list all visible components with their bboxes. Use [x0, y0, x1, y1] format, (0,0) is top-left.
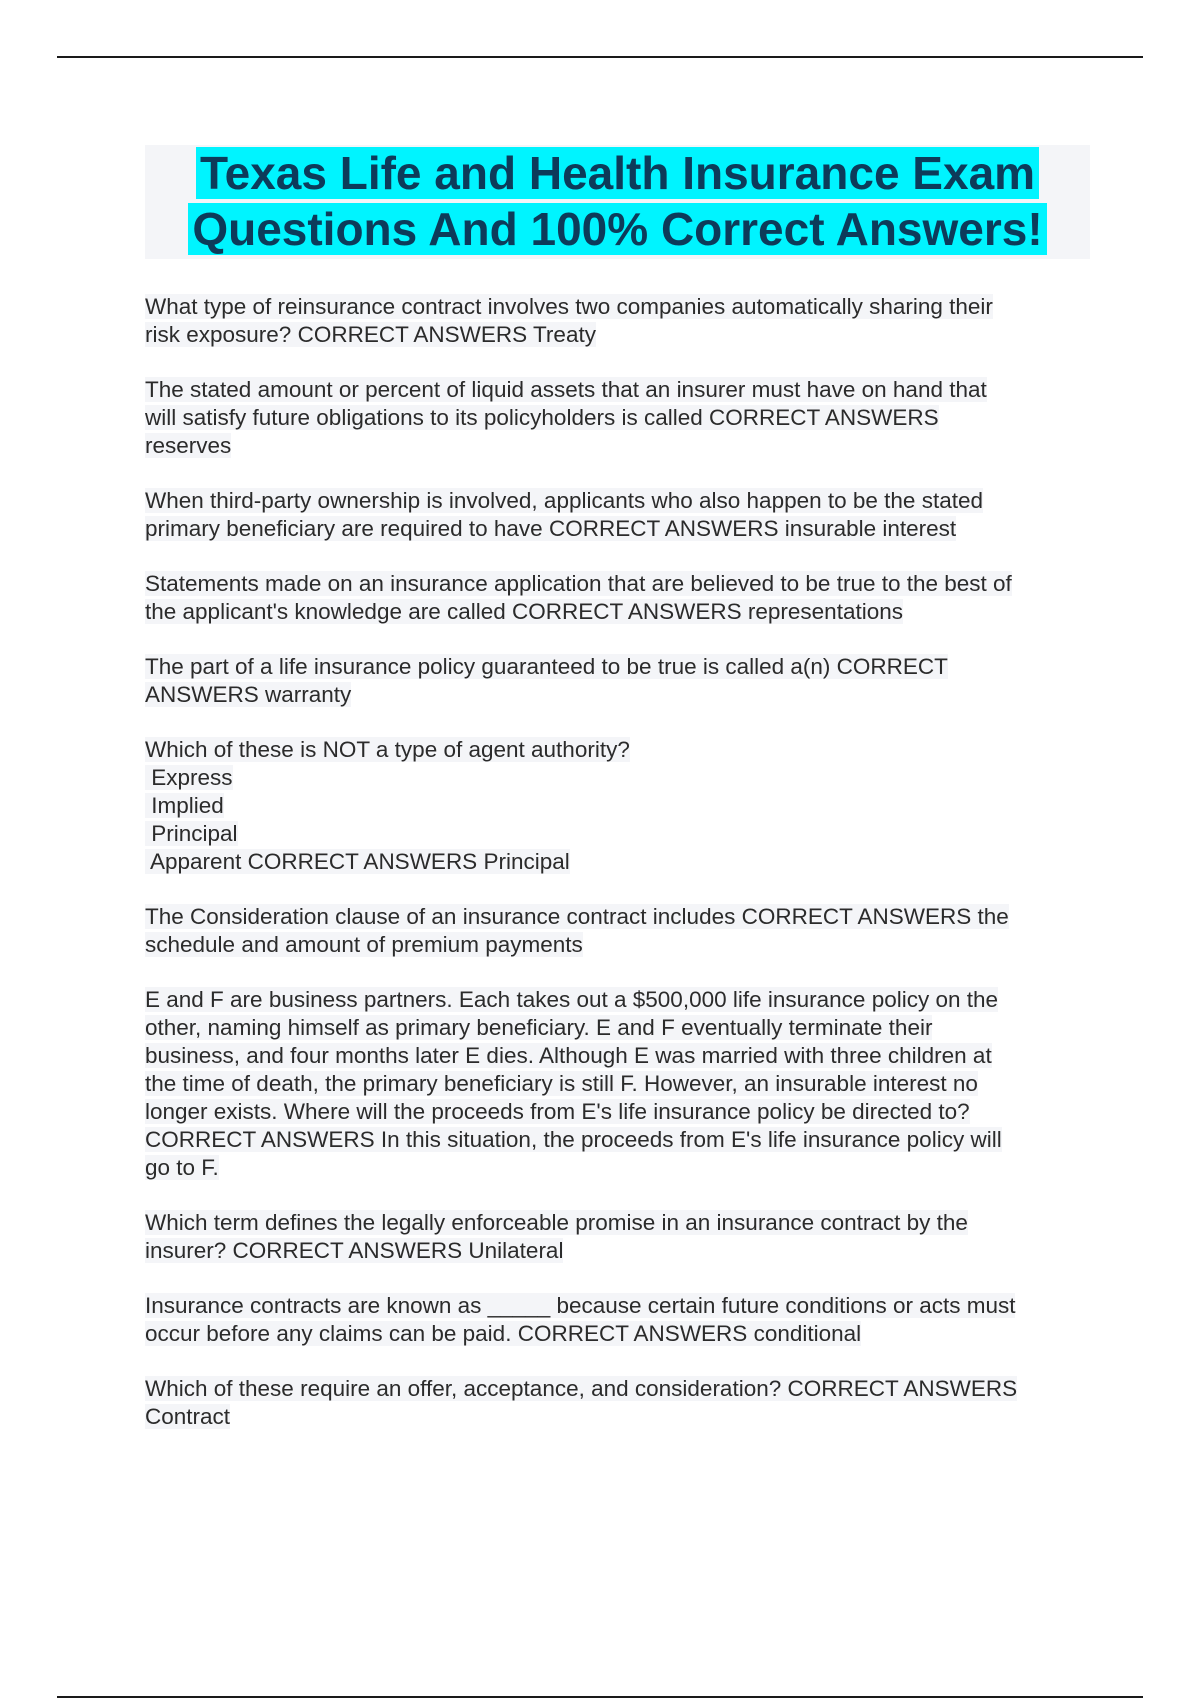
qa-line-text: Which of these require an offer, acceptance, and consideration? CORRECT ANSWERS [145, 1376, 1018, 1401]
qa-line-text: The part of a life insurance policy guaranteed to be true is called a(n) CORRECT [145, 654, 948, 679]
title-line-1: Texas Life and Health Insurance Exam [199, 147, 1036, 199]
qa-line-text: Insurance contracts are known as _____ because certain future conditions or acts must [145, 1293, 1016, 1318]
qa-item [145, 487, 1090, 543]
qa-line-text: schedule and amount of premium payments [145, 932, 583, 957]
qa-item [145, 570, 1090, 626]
qa-line-text: will satisfy future obligations to its policyholders is called CORRECT ANSWERS [145, 405, 939, 430]
qa-item [145, 1209, 1090, 1265]
qa-line [145, 1042, 1090, 1070]
qa-line-text: insurer? CORRECT ANSWERS Unilateral [145, 1238, 564, 1263]
qa-line [145, 736, 1090, 764]
document-body [145, 145, 1090, 1458]
qa-line-text: Implied [145, 793, 224, 818]
qa-line [145, 903, 1090, 931]
qa-item [145, 1375, 1090, 1431]
qa-line [145, 1375, 1090, 1403]
qa-line-text: occur before any claims can be paid. CORRECT ANSWERS conditional [145, 1321, 862, 1346]
qa-line-text: E and F are business partners. Each takes out a $500,000 life insurance policy on the [145, 987, 999, 1012]
qa-line [145, 1320, 1090, 1348]
qa-item [145, 1292, 1090, 1348]
qa-line-text: Which of these is NOT a type of agent authority? [145, 737, 630, 762]
qa-line [145, 515, 1090, 543]
qa-line-text: risk exposure? CORRECT ANSWERS Treaty [145, 322, 596, 347]
qa-line [145, 1014, 1090, 1042]
qa-line [145, 1237, 1090, 1265]
qa-line-text: other, naming himself as primary beneficiary. E and F eventually terminate their [145, 1015, 933, 1040]
qa-line-text: primary beneficiary are required to have CORRECT ANSWERS insurable interest [145, 516, 957, 541]
qa-line [145, 321, 1090, 349]
qa-line [145, 487, 1090, 515]
qa-line [145, 1098, 1090, 1126]
qa-list [145, 293, 1090, 1431]
title-line-2: Questions And 100% Correct Answers! [192, 203, 1043, 255]
qa-line [145, 792, 1090, 820]
qa-line [145, 570, 1090, 598]
qa-line-text: The Consideration clause of an insurance contract includes CORRECT ANSWERS the [145, 904, 1009, 929]
qa-line [145, 986, 1090, 1014]
qa-line [145, 1154, 1090, 1182]
qa-line-text: Contract [145, 1404, 231, 1429]
qa-line-text: Express [145, 765, 233, 790]
qa-line-text: The stated amount or percent of liquid assets that an insurer must have on hand that [145, 377, 987, 402]
qa-line [145, 764, 1090, 792]
qa-line-text: Apparent CORRECT ANSWERS Principal [145, 849, 570, 874]
qa-item [145, 736, 1090, 876]
qa-line-text: the time of death, the primary beneficiary is still F. However, an insurable interest no [145, 1071, 978, 1096]
qa-line-text: go to F. [145, 1155, 219, 1180]
qa-item [145, 903, 1090, 959]
qa-line [145, 293, 1090, 321]
qa-item [145, 653, 1090, 709]
qa-line [145, 1070, 1090, 1098]
qa-line [145, 1209, 1090, 1237]
qa-line-text: What type of reinsurance contract involves two companies automatically sharing their [145, 294, 993, 319]
qa-line-text: business, and four months later E dies. Although E was married with three children at [145, 1043, 992, 1068]
qa-line-text: ANSWERS warranty [145, 682, 352, 707]
qa-line [145, 931, 1090, 959]
qa-item [145, 376, 1090, 460]
qa-line [145, 376, 1090, 404]
qa-line [145, 1403, 1090, 1431]
qa-line-text: Principal [145, 821, 238, 846]
qa-item [145, 293, 1090, 349]
qa-line [145, 653, 1090, 681]
qa-line-text: Which term defines the legally enforceable promise in an insurance contract by the [145, 1210, 968, 1235]
qa-line [145, 848, 1090, 876]
qa-item [145, 986, 1090, 1182]
qa-line [145, 598, 1090, 626]
qa-line-text: longer exists. Where will the proceeds from E's life insurance policy be directed to? [145, 1099, 970, 1124]
qa-line [145, 1292, 1090, 1320]
qa-line-text: When third-party ownership is involved, applicants who also happen to be the stated [145, 488, 983, 513]
qa-line [145, 681, 1090, 709]
footer-rule [57, 1696, 1143, 1698]
qa-line-text: the applicant's knowledge are called CORRECT ANSWERS representations [145, 599, 903, 624]
qa-line [145, 404, 1090, 432]
qa-line-text: Statements made on an insurance application that are believed to be true to the best of [145, 571, 1012, 596]
title-block [145, 145, 1090, 259]
qa-line [145, 1126, 1090, 1154]
document-title [188, 147, 1046, 255]
qa-line [145, 432, 1090, 460]
qa-line-text: reserves [145, 433, 232, 458]
qa-line-text: CORRECT ANSWERS In this situation, the proceeds from E's life insurance policy will [145, 1127, 1002, 1152]
header-rule [57, 56, 1143, 58]
qa-line [145, 820, 1090, 848]
